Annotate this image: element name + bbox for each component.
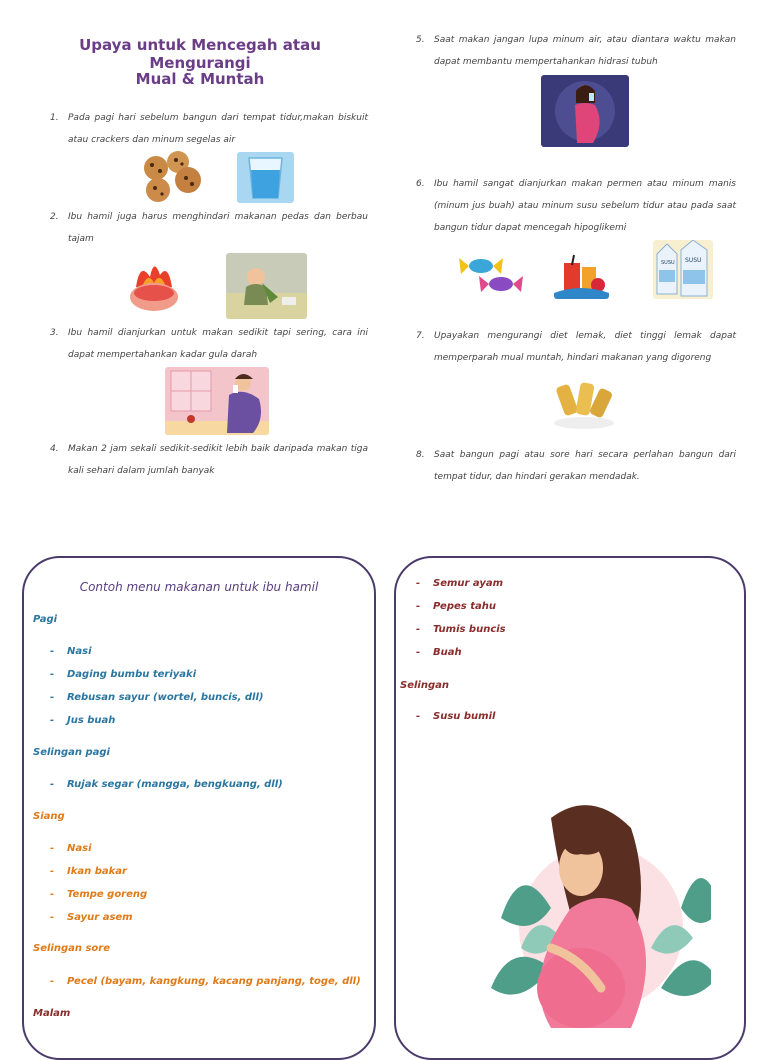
milk-label: SUSU xyxy=(661,260,675,266)
menu-title: Contoh menu makanan untuk ibu hamil xyxy=(79,580,319,594)
tip-number: 4. xyxy=(50,444,59,454)
tip-number: 5. xyxy=(416,35,425,45)
milk-cartons-image xyxy=(653,240,713,299)
pregnant-woman-illustration xyxy=(481,798,711,1028)
tip-7 xyxy=(416,325,736,369)
section-selingan-sore: Selingan sore xyxy=(33,943,111,954)
tip-number: 1. xyxy=(50,113,59,123)
pregnant-woman-drinking-image xyxy=(165,367,269,435)
tip-text: Saat bangun pagi atau sore hari secara perlahan bangun dari tempat tidur, dan hindari gerakan mendadak. xyxy=(434,450,736,482)
tip-text: Upayakan mengurangi diet lemak, diet tinggi lemak dapat memperparah mual muntah, hindari makanan yang digoreng xyxy=(434,331,736,363)
tip-4 xyxy=(50,438,368,482)
tip-text: Saat makan jangan lupa minum air, atau diantara waktu makan dapat membantu mempertahankan hidrasi tubuh xyxy=(434,35,736,67)
tip-text: Makan 2 jam sekali sedikit-sedikit lebih baik daripada makan tiga kali sehari dalam jumlah banyak xyxy=(68,444,368,476)
tip-text: Ibu hamil juga harus menghindari makanan pedas dan berbau tajam xyxy=(68,212,368,244)
tip-number: 7. xyxy=(416,331,425,341)
tip-number: 2. xyxy=(50,212,59,222)
tip-5 xyxy=(416,29,736,73)
tip-text: Ibu hamil sangat dianjurkan makan permen atau minum manis (minum jus buah) atau minum susu sebelum tidur atau pada saat bangun tidur dapat mencegah hipoglikemi xyxy=(434,179,736,233)
tip-8 xyxy=(416,444,736,488)
section-malam: Malam xyxy=(33,1008,71,1019)
cookies-image xyxy=(138,150,208,204)
spicy-food-image xyxy=(126,257,182,317)
section-selingan: Selingan xyxy=(400,680,449,691)
tip-3 xyxy=(50,322,368,366)
water-glass-image xyxy=(237,152,294,203)
section-selingan-pagi: Selingan pagi xyxy=(33,747,110,758)
tip-number: 3. xyxy=(50,328,59,338)
tip-6 xyxy=(416,173,736,239)
juice-image xyxy=(554,253,609,299)
tip-text: Ibu hamil dianjurkan untuk makan sedikit tapi sering, cara ini dapat mempertahankan kadar gula darah xyxy=(68,328,368,360)
fried-food-image xyxy=(552,379,617,431)
milk-label: SUSU xyxy=(685,257,702,264)
tip-2 xyxy=(50,206,368,250)
page-title: Upaya untuk Mencegah atau Mengurangi xyxy=(79,36,321,72)
section-pagi: Pagi xyxy=(33,614,58,625)
pregnant-woman-water-image xyxy=(541,75,629,147)
nausea-image xyxy=(226,253,307,319)
tip-number: 6. xyxy=(416,179,425,189)
tip-text: Pada pagi hari sebelum bangun dari tempat tidur,makan biskuit atau crackers dan minum segelas air xyxy=(68,113,368,145)
section-siang: Siang xyxy=(33,811,65,822)
tip-1 xyxy=(50,107,368,151)
page-subtitle: Mual & Muntah xyxy=(135,70,265,88)
candy-image xyxy=(457,254,525,298)
tip-number: 8. xyxy=(416,450,425,460)
